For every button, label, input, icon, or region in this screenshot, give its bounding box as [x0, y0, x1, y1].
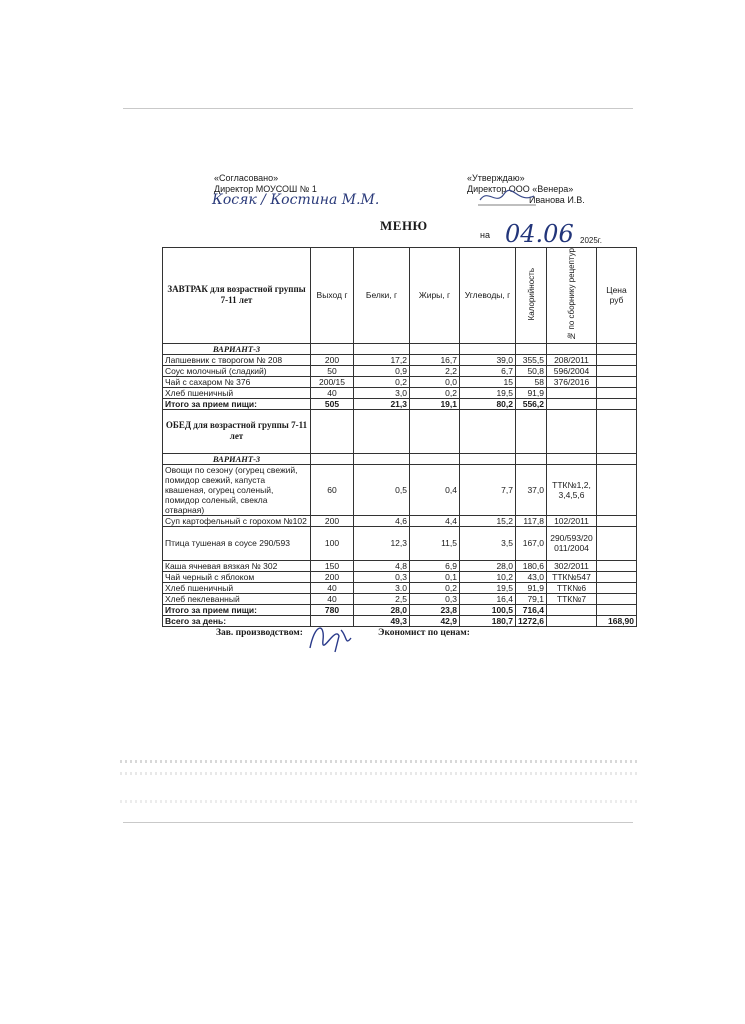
dish-carbs: 15 — [460, 376, 516, 387]
top-scan-line — [123, 108, 633, 109]
menu-table — [162, 247, 637, 627]
total-output: 505 — [311, 398, 354, 409]
dish-calories: 180,6 — [516, 560, 547, 571]
total-protein: 28,0 — [354, 604, 410, 615]
dish-recipe: 208/2011 — [547, 354, 597, 365]
col-calories-label: Калорийность — [526, 268, 536, 321]
dish-fat: 2,2 — [410, 365, 460, 376]
breakfast-variant-row — [163, 343, 637, 354]
dish-name: Чай с сахаром № 376 — [163, 376, 311, 387]
table-header-row — [163, 248, 637, 344]
dish-output: 200/15 — [311, 376, 354, 387]
dish-fat: 11,5 — [410, 526, 460, 560]
dish-calories: 167,0 — [516, 526, 547, 560]
date-year: 2025г. — [580, 236, 602, 245]
dish-carbs: 19,5 — [460, 387, 516, 398]
dish-recipe: ТТК№6 — [547, 582, 597, 593]
table-row — [163, 376, 637, 387]
approval-right-position: Директор ООО «Венера» — [467, 184, 574, 194]
dish-fat: 6,9 — [410, 560, 460, 571]
dish-recipe: 596/2004 — [547, 365, 597, 376]
dish-name: Хлеб пеклеванный — [163, 593, 311, 604]
approval-right-title: «Утверждаю» — [467, 173, 525, 183]
dish-fat: 0,1 — [410, 571, 460, 582]
dish-protein: 0,2 — [354, 376, 410, 387]
dish-carbs: 10,2 — [460, 571, 516, 582]
dish-price — [597, 376, 637, 387]
total-output: 780 — [311, 604, 354, 615]
lunch-variant-label: ВАРИАНТ-3 — [163, 453, 311, 464]
dish-output: 100 — [311, 526, 354, 560]
economist-label: Экономист по ценам: — [378, 628, 470, 638]
dish-output: 60 — [311, 464, 354, 515]
dish-fat: 0,0 — [410, 376, 460, 387]
dish-protein: 2,5 — [354, 593, 410, 604]
dish-name: Лапшевник с творогом № 208 — [163, 354, 311, 365]
dish-price — [597, 464, 637, 515]
dish-price — [597, 593, 637, 604]
dish-price — [597, 526, 637, 560]
table-row — [163, 365, 637, 376]
table-row — [163, 571, 637, 582]
dish-fat: 0,2 — [410, 582, 460, 593]
dish-output: 40 — [311, 593, 354, 604]
dish-calories: 43,0 — [516, 571, 547, 582]
dish-fat: 4,4 — [410, 515, 460, 526]
dish-carbs: 16,4 — [460, 593, 516, 604]
dish-name: Суп картофельный с горохом №102 — [163, 515, 311, 526]
col-calories-header — [516, 248, 547, 344]
dish-name: Овощи по сезону (огурец свежий, помидор свежий, капуста квашеная, огурец соленый, помидор соленый, свекла отварная) — [163, 464, 311, 515]
dish-protein: 0,5 — [354, 464, 410, 515]
dish-fat: 0,3 — [410, 593, 460, 604]
production-head-signature-icon — [305, 618, 355, 656]
col-output-header: Выход г — [311, 248, 354, 344]
dish-name: Соус молочный (сладкий) — [163, 365, 311, 376]
total-fat: 23,8 — [410, 604, 460, 615]
total-carbs: 80,2 — [460, 398, 516, 409]
dish-recipe: ТТК№7 — [547, 593, 597, 604]
dish-calories: 117,8 — [516, 515, 547, 526]
col-price-header: Цена руб — [597, 248, 637, 344]
dish-carbs: 19,5 — [460, 582, 516, 593]
dish-calories: 58 — [516, 376, 547, 387]
approval-right-name: Иванова И.В. — [529, 195, 585, 205]
dish-protein: 3.0 — [354, 582, 410, 593]
dish-protein: 3,0 — [354, 387, 410, 398]
dish-calories: 37,0 — [516, 464, 547, 515]
dish-carbs: 39,0 — [460, 354, 516, 365]
breakfast-total-row — [163, 398, 637, 409]
dish-calories: 50,8 — [516, 365, 547, 376]
lunch-section-title: ОБЕД для возрастной группы 7-11 лет — [163, 409, 311, 453]
dish-output: 40 — [311, 582, 354, 593]
total-protein: 21,3 — [354, 398, 410, 409]
dish-recipe: 376/2016 — [547, 376, 597, 387]
page-title: МЕНЮ — [380, 218, 428, 233]
dish-protein: 12,3 — [354, 526, 410, 560]
breakfast-variant-label: ВАРИАНТ-3 — [163, 343, 311, 354]
table-row — [163, 582, 637, 593]
approval-left-title: «Согласовано» — [214, 173, 279, 183]
dish-name: Хлеб пшеничный — [163, 387, 311, 398]
dish-carbs: 3,5 — [460, 526, 516, 560]
production-head-label: Зав. производством: — [216, 628, 303, 638]
dish-output: 40 — [311, 387, 354, 398]
total-fat: 19,1 — [410, 398, 460, 409]
dish-recipe — [547, 387, 597, 398]
dish-recipe: 302/2011 — [547, 560, 597, 571]
dish-price — [597, 515, 637, 526]
dish-calories: 91,9 — [516, 387, 547, 398]
table-row — [163, 464, 637, 515]
dish-price — [597, 560, 637, 571]
col-protein-header: Белки, г — [354, 248, 410, 344]
dish-recipe: ТТК№547 — [547, 571, 597, 582]
day-total-fat: 42,9 — [410, 615, 460, 626]
approval-left-position: Директор МОУСОШ № 1 — [214, 184, 317, 194]
dish-protein: 0,3 — [354, 571, 410, 582]
dish-carbs: 6,7 — [460, 365, 516, 376]
breakfast-section-title: ЗАВТРАК для возрастной группы 7-11 лет — [163, 248, 311, 344]
lunch-variant-row — [163, 453, 637, 464]
lunch-title-row — [163, 409, 637, 453]
day-total-price: 168,90 — [597, 615, 637, 626]
day-total-row — [163, 615, 637, 626]
total-label: Итого за прием пищи: — [163, 604, 311, 615]
approval-left-signature: Косяк / Костина М.М. — [212, 192, 380, 208]
dish-calories: 355,5 — [516, 354, 547, 365]
bottom-scan-line — [123, 822, 633, 823]
day-total-calories: 1272,6 — [516, 615, 547, 626]
dish-output: 200 — [311, 515, 354, 526]
dish-protein: 0,9 — [354, 365, 410, 376]
dish-name: Хлеб пшеничный — [163, 582, 311, 593]
day-total-carbs: 180,7 — [460, 615, 516, 626]
dish-name: Чай черный с яблоком — [163, 571, 311, 582]
dish-fat: 0,2 — [410, 387, 460, 398]
dish-price — [597, 571, 637, 582]
dish-output: 200 — [311, 571, 354, 582]
scan-artifact — [120, 800, 640, 803]
dish-output: 50 — [311, 365, 354, 376]
day-total-protein: 49,3 — [354, 615, 410, 626]
dish-carbs: 15,2 — [460, 515, 516, 526]
dish-price — [597, 387, 637, 398]
dish-price — [597, 354, 637, 365]
col-carbs-header: Углеводы, г — [460, 248, 516, 344]
table-row — [163, 560, 637, 571]
dish-protein: 4,8 — [354, 560, 410, 571]
dish-output: 200 — [311, 354, 354, 365]
dish-fat: 0,4 — [410, 464, 460, 515]
dish-protein: 4,6 — [354, 515, 410, 526]
dish-carbs: 7,7 — [460, 464, 516, 515]
director-signature-stamp-icon — [478, 186, 538, 208]
dish-name: Птица тушеная в соусе 290/593 — [163, 526, 311, 560]
table-row — [163, 354, 637, 365]
dish-calories: 91,9 — [516, 582, 547, 593]
total-calories: 556,2 — [516, 398, 547, 409]
dish-price — [597, 365, 637, 376]
total-carbs: 100,5 — [460, 604, 516, 615]
dish-output: 150 — [311, 560, 354, 571]
day-total-label: Всего за день: — [163, 615, 311, 626]
table-row — [163, 526, 637, 560]
dish-carbs: 28,0 — [460, 560, 516, 571]
dish-protein: 17,2 — [354, 354, 410, 365]
dish-recipe: ТТК№1,2,3,4,5,6 — [547, 464, 597, 515]
col-fat-header: Жиры, г — [410, 248, 460, 344]
dish-price — [597, 582, 637, 593]
table-row — [163, 387, 637, 398]
col-recipe-label: № по сборнику рецептур — [567, 248, 576, 341]
table-row — [163, 593, 637, 604]
scan-artifact — [120, 772, 640, 775]
lunch-total-row — [163, 604, 637, 615]
scan-artifact — [120, 760, 640, 763]
dish-recipe: 102/2011 — [547, 515, 597, 526]
dish-name: Каша ячневая вязкая № 302 — [163, 560, 311, 571]
table-row — [163, 515, 637, 526]
date-handwritten: 04.06 — [505, 220, 574, 248]
dish-fat: 16,7 — [410, 354, 460, 365]
dish-recipe: 290/593/20011/2004 — [547, 526, 597, 560]
dish-calories: 79,1 — [516, 593, 547, 604]
date-prefix: на — [480, 230, 490, 240]
total-label: Итого за прием пищи: — [163, 398, 311, 409]
total-calories: 716,4 — [516, 604, 547, 615]
col-recipe-header — [547, 248, 597, 344]
